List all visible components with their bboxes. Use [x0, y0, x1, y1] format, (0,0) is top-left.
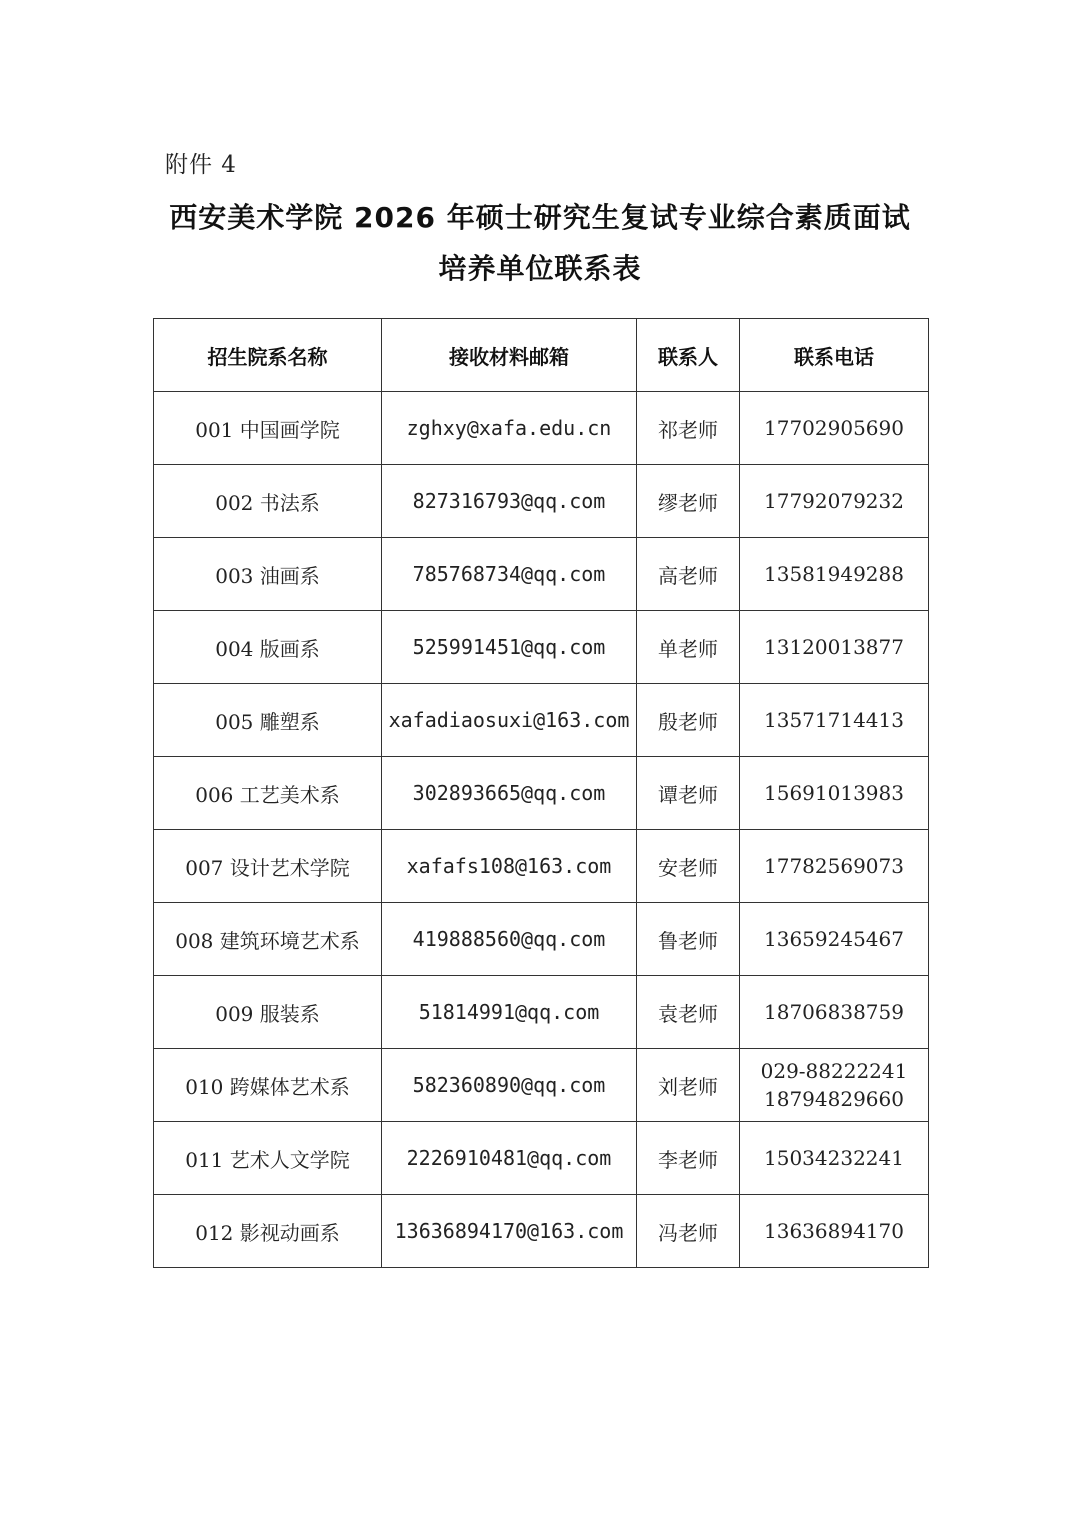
department-cell: 007 设计艺术学院 [154, 830, 382, 903]
phone-cell [740, 538, 929, 611]
phone-cell [740, 830, 929, 903]
header-department: 招生院系名称 [154, 319, 382, 392]
phone-number: 15034232241 [764, 1146, 904, 1170]
email-cell: 785768734@qq.com [382, 538, 637, 611]
department-cell: 012 影视动画系 [154, 1195, 382, 1268]
contact-cell: 谭老师 [637, 757, 740, 830]
phone-number: 13581949288 [764, 562, 904, 586]
header-contact: 联系人 [637, 319, 740, 392]
phone-number: 13636894170 [764, 1219, 904, 1243]
phone-number: 15691013983 [764, 781, 904, 805]
contact-cell: 单老师 [637, 611, 740, 684]
table-row [154, 757, 929, 830]
document-title: 西安美术学院 2026 年硕士研究生复试专业综合素质面试 [169, 201, 911, 234]
contact-cell: 李老师 [637, 1122, 740, 1195]
phone-number: 13120013877 [764, 635, 904, 659]
phone-number: 17782569073 [764, 854, 904, 878]
header-phone: 联系电话 [740, 319, 929, 392]
table-header-row [154, 319, 929, 392]
email-cell: 13636894170@163.com [382, 1195, 637, 1268]
department-cell: 008 建筑环境艺术系 [154, 903, 382, 976]
table-row [154, 1049, 929, 1122]
table-row [154, 538, 929, 611]
table-row [154, 976, 929, 1049]
phone-cell [740, 903, 929, 976]
phone-cell [740, 465, 929, 538]
contact-cell: 刘老师 [637, 1049, 740, 1122]
email-cell: 2226910481@qq.com [382, 1122, 637, 1195]
email-cell: xafadiaosuxi@163.com [382, 684, 637, 757]
department-cell: 009 服装系 [154, 976, 382, 1049]
department-cell: 006 工艺美术系 [154, 757, 382, 830]
phone-cell [740, 757, 929, 830]
table-row [154, 392, 929, 465]
contact-cell: 安老师 [637, 830, 740, 903]
phone-cell [740, 1049, 929, 1122]
document-subtitle: 培养单位联系表 [438, 252, 642, 285]
department-cell: 002 书法系 [154, 465, 382, 538]
contact-cell: 殷老师 [637, 684, 740, 757]
table-row [154, 1195, 929, 1268]
table-body [154, 392, 929, 1268]
attachment-label: 附件 4 [165, 152, 237, 178]
table-row [154, 1122, 929, 1195]
contact-cell: 缪老师 [637, 465, 740, 538]
header-email: 接收材料邮箱 [382, 319, 637, 392]
contact-cell: 祁老师 [637, 392, 740, 465]
table-row [154, 465, 929, 538]
email-cell: 302893665@qq.com [382, 757, 637, 830]
email-cell: xafafs108@163.com [382, 830, 637, 903]
phone-number: 17792079232 [764, 489, 904, 513]
department-cell: 010 跨媒体艺术系 [154, 1049, 382, 1122]
department-cell: 004 版画系 [154, 611, 382, 684]
contact-cell: 高老师 [637, 538, 740, 611]
email-cell: 582360890@qq.com [382, 1049, 637, 1122]
phone-cell [740, 392, 929, 465]
phone-cell [740, 611, 929, 684]
phone-cell [740, 1195, 929, 1268]
phone-number: 13659245467 [764, 927, 904, 951]
phone-number: 13571714413 [764, 708, 904, 732]
email-cell: zghxy@xafa.edu.cn [382, 392, 637, 465]
phone-number: 029-88222241 [760, 1059, 908, 1083]
email-cell: 419888560@qq.com [382, 903, 637, 976]
contact-cell: 冯老师 [637, 1195, 740, 1268]
table-row [154, 830, 929, 903]
department-cell: 005 雕塑系 [154, 684, 382, 757]
phone-cell [740, 1122, 929, 1195]
contact-cell: 鲁老师 [637, 903, 740, 976]
phone-number: 18706838759 [764, 1000, 904, 1024]
department-cell: 003 油画系 [154, 538, 382, 611]
phone-number: 18794829660 [764, 1087, 904, 1111]
email-cell: 51814991@qq.com [382, 976, 637, 1049]
department-cell: 011 艺术人文学院 [154, 1122, 382, 1195]
email-cell: 827316793@qq.com [382, 465, 637, 538]
phone-number: 17702905690 [764, 416, 904, 440]
contact-cell: 袁老师 [637, 976, 740, 1049]
phone-cell [740, 976, 929, 1049]
department-cell: 001 中国画学院 [154, 392, 382, 465]
contact-table [153, 318, 929, 1268]
table-row [154, 611, 929, 684]
email-cell: 525991451@qq.com [382, 611, 637, 684]
table-row [154, 903, 929, 976]
table-row [154, 684, 929, 757]
phone-cell [740, 684, 929, 757]
